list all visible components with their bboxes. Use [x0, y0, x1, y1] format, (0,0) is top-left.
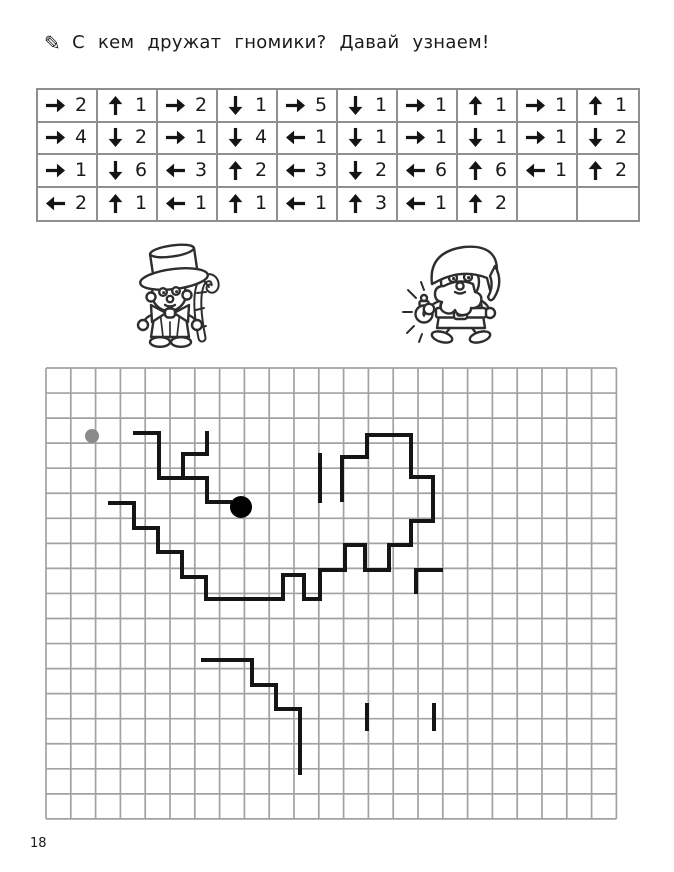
step-count: 3 — [195, 158, 208, 181]
step-count: 1 — [135, 93, 148, 116]
step-count: 2 — [255, 158, 268, 181]
step-count: 1 — [195, 126, 208, 149]
step-count: 3 — [375, 192, 388, 215]
page-number: 18 — [30, 836, 47, 851]
step-count: 6 — [495, 158, 508, 181]
step-count: 1 — [555, 93, 568, 116]
step-count: 1 — [615, 93, 628, 116]
step-count: 1 — [195, 192, 208, 215]
step-count: 6 — [435, 158, 448, 181]
step-count: 1 — [495, 126, 508, 149]
step-count: 2 — [135, 126, 148, 149]
step-count: 1 — [135, 192, 148, 215]
step-count: 4 — [255, 126, 268, 149]
step-count: 1 — [315, 192, 328, 215]
step-count: 1 — [435, 93, 448, 116]
step-count: 2 — [195, 93, 208, 116]
step-count: 1 — [495, 93, 508, 116]
drawn-stroke-hook-right — [416, 570, 441, 592]
step-count: 1 — [315, 126, 328, 149]
step-count: 1 — [375, 93, 388, 116]
step-count: 1 — [375, 126, 388, 149]
step-count: 1 — [435, 126, 448, 149]
step-count: 2 — [615, 158, 628, 181]
start-dot — [85, 429, 99, 443]
step-count: 2 — [75, 192, 88, 215]
step-count: 2 — [75, 93, 88, 116]
step-count: 1 — [435, 192, 448, 215]
step-count: 3 — [315, 158, 328, 181]
pencil-icon: ✎ — [44, 31, 62, 55]
task-text: С кем дружат гномики? Давай узнаем! — [72, 31, 490, 53]
step-count: 1 — [75, 158, 88, 181]
drawn-stroke-branch-to-dot — [183, 478, 230, 502]
step-count: 1 — [255, 93, 268, 116]
step-count: 2 — [615, 126, 628, 149]
step-count: 4 — [75, 126, 88, 149]
step-count: 1 — [255, 192, 268, 215]
step-count: 5 — [315, 93, 328, 116]
mark-dot — [230, 496, 252, 518]
drawn-stroke-staircase-lower — [203, 660, 300, 773]
step-count: 6 — [135, 158, 148, 181]
step-count: 2 — [375, 158, 388, 181]
step-count: 2 — [495, 192, 508, 215]
step-count: 1 — [555, 126, 568, 149]
step-count: 1 — [555, 158, 568, 181]
